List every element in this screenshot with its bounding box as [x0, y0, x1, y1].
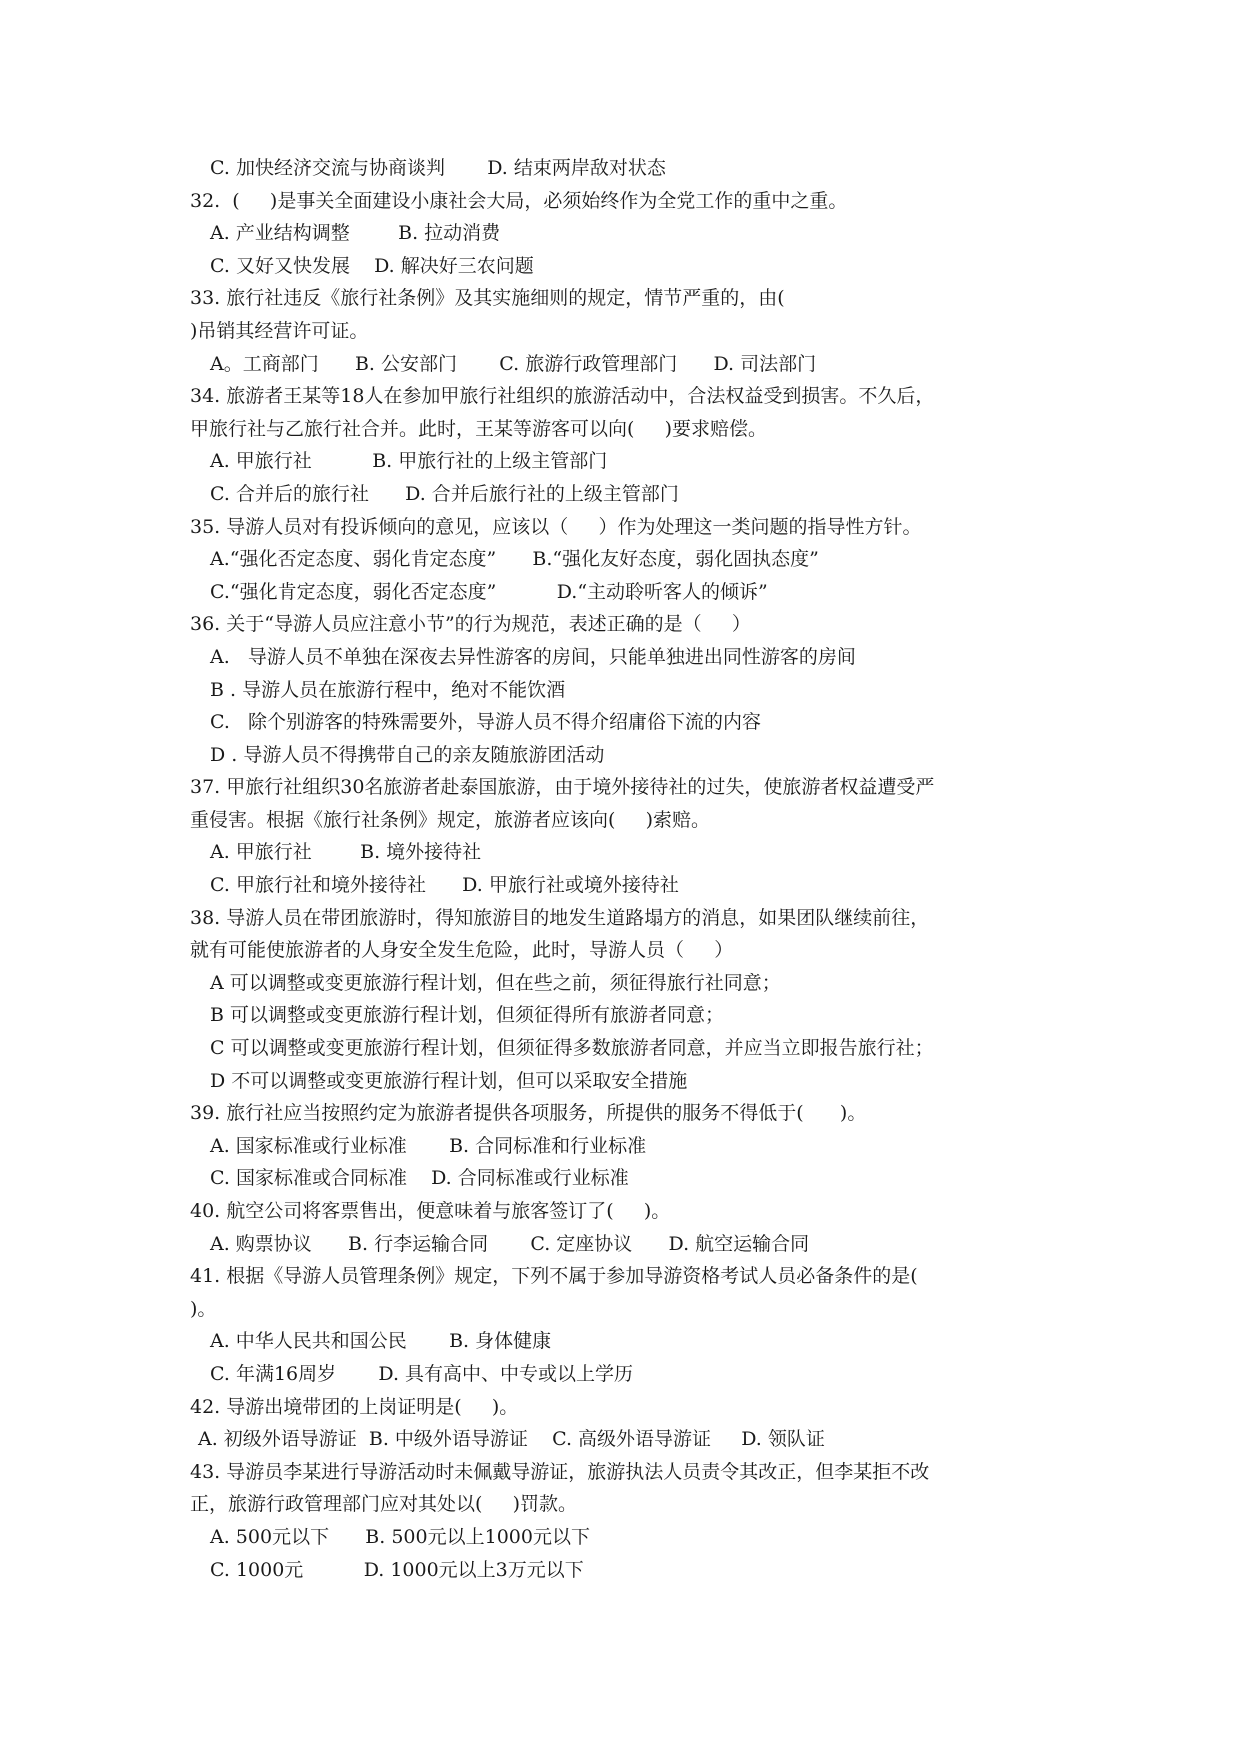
question-text-block [190, 152, 1070, 1586]
option-line: C. 甲旅行社和境外接待社 D. 甲旅行社或境外接待社 [210, 874, 679, 897]
option-line: C 可以调整或变更旅游行程计划，但须征得多数旅游者同意，并应当立即报告旅行社； [210, 1037, 934, 1060]
option-line: A 可以调整或变更旅游行程计划，但在些之前，须征得旅行社同意； [210, 971, 781, 994]
question-line: 39. 旅行社应当按照约定为旅游者提供各项服务，所提供的服务不得低于( )。 [190, 1102, 867, 1125]
option-line: A.“强化否定态度、弱化肯定态度” B.“强化友好态度，弱化固执态度” [210, 548, 819, 571]
question-line: 42. 导游出境带团的上岗证明是( )。 [190, 1395, 519, 1418]
question-line: 41. 根据《导游人员管理条例》规定，下列不属于参加导游资格考试人员必备条件的是( [190, 1265, 918, 1288]
question-line: 33. 旅行社违反《旅行社条例》及其实施细则的规定，情节严重的，由( [190, 287, 785, 310]
option-line: D 不可以调整或变更旅游行程计划，但可以采取安全措施 [210, 1069, 688, 1092]
question-line: 35. 导游人员对有投诉倾向的意见，应该以（ ）作为处理这一类问题的指导性方针。 [190, 515, 922, 538]
option-line: C. 除个别游客的特殊需要外，导游人员不得介绍庸俗下流的内容 [210, 711, 762, 734]
option-line: D . 导游人员不得携带自己的亲友随旅游团活动 [210, 743, 605, 766]
question-line: 43. 导游员李某进行导游活动时未佩戴导游证，旅游执法人员责令其改正，但李某拒不改 [190, 1460, 930, 1483]
option-line: B 可以调整或变更旅游行程计划，但须征得所有旅游者同意； [210, 1004, 725, 1027]
option-line: A. 导游人员不单独在深夜去异性游客的房间，只能单独进出同性游客的房间 [210, 645, 856, 668]
option-line: C. 加快经济交流与协商谈判 D. 结束两岸敌对状态 [210, 157, 666, 179]
option-line: C. 合并后的旅行社 D. 合并后旅行社的上级主管部门 [210, 482, 679, 505]
question-line: )。 [190, 1297, 217, 1320]
option-line: A. 甲旅行社 B. 境外接待社 [210, 841, 482, 864]
question-line: 38. 导游人员在带团旅游时，得知旅游目的地发生道路塌方的消息，如果团队继续前往， [190, 906, 930, 929]
option-line: A. 购票协议 B. 行李运输合同 C. 定座协议 D. 航空运输合同 [210, 1232, 810, 1255]
option-line: C.“强化肯定态度，弱化否定态度” D.“主动聆听客人的倾诉” [210, 580, 768, 603]
question-line: 甲旅行社与乙旅行社合并。此时，王某等游客可以向( )要求赔偿。 [190, 417, 768, 440]
question-line: 32. ( )是事关全面建设小康社会大局，必须始终作为全党工作的重中之重。 [190, 189, 848, 212]
option-line: B . 导游人员在旅游行程中，绝对不能饮酒 [210, 678, 566, 701]
option-line: A. 产业结构调整 B. 拉动消费 [210, 222, 501, 245]
option-line: A. 国家标准或行业标准 B. 合同标准和行业标准 [210, 1134, 647, 1157]
option-line: C. 国家标准或合同标准 D. 合同标准或行业标准 [210, 1167, 629, 1190]
question-line: 正，旅游行政管理部门应对其处以( )罚款。 [190, 1493, 578, 1516]
question-line: 就有可能使旅游者的人身安全发生危险，此时，导游人员（ ） [190, 939, 734, 962]
question-line: 34. 旅游者王某等18人在参加甲旅行社组织的旅游活动中，合法权益受到损害。不久后， [190, 385, 935, 408]
option-line: A. 初级外语导游证 B. 中级外语导游证 C. 高级外语导游证 D. 领队证 [198, 1428, 825, 1451]
option-line: C. 1000元 D. 1000元以上3万元以下 [210, 1558, 584, 1581]
option-line: A. 甲旅行社 B. 甲旅行社的上级主管部门 [210, 450, 608, 473]
question-line: 37. 甲旅行社组织30名旅游者赴泰国旅游，由于境外接待社的过失，使旅游者权益遭受严 [190, 776, 935, 799]
question-line: )吊销其经营许可证。 [190, 319, 369, 342]
option-line: A. 中华人民共和国公民 B. 身体健康 [210, 1330, 552, 1353]
option-line: C. 又好又快发展 D. 解决好三农问题 [210, 254, 534, 277]
option-line: A. 500元以下 B. 500元以上1000元以下 [210, 1525, 590, 1548]
question-line: 36. 关于“导游人员应注意小节”的行为规范，表述正确的是（ ） [190, 613, 751, 636]
question-line: 40. 航空公司将客票售出，便意味着与旅客签订了( )。 [190, 1200, 671, 1222]
option-line: A。工商部门 B. 公安部门 C. 旅游行政管理部门 D. 司法部门 [210, 352, 817, 375]
question-line: 重侵害。根据《旅行社条例》规定，旅游者应该向( )索赔。 [190, 808, 711, 831]
option-line: C. 年满16周岁 D. 具有高中、中专或以上学历 [210, 1362, 634, 1385]
